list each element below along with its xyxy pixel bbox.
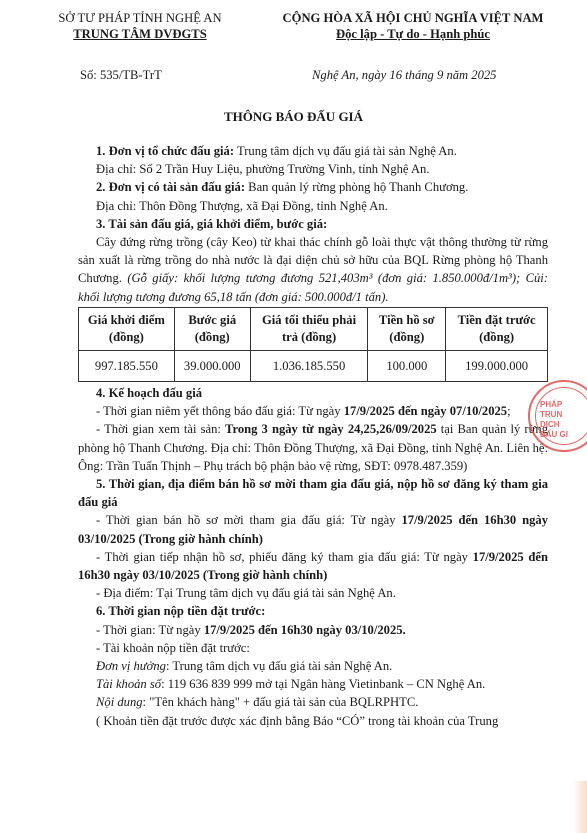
- section-5-location: - Địa điểm: Tại Trung tâm dịch vụ đấu giá tài sản Nghệ An.: [96, 586, 396, 601]
- section-4-heading: [78, 384, 548, 402]
- section-6-account-label: - Tài khoản nộp tiền đặt trước:: [96, 640, 250, 655]
- col-minimum-price: Giá tối thiểu phải trả (đồng): [250, 307, 368, 350]
- receive-time-label: - Thời gian tiếp nhận hồ sơ, phiếu đăng ký tham gia đấu giá: Từ ngày: [96, 549, 473, 564]
- account-number-value: : 119 636 839 999 mở tại Ngân hàng Vietinbank – CN Nghệ An.: [161, 677, 486, 692]
- price-table: [78, 307, 548, 382]
- transfer-note-line: [78, 693, 548, 711]
- issuer-block: [20, 10, 260, 42]
- beneficiary-line: [78, 657, 548, 675]
- section-5-heading-text: 5. Thời gian, địa điểm bán hồ sơ mời tham gia đấu giá, nộp hồ sơ đăng ký tham gia đấu giá: [78, 477, 548, 510]
- posting-time-label: - Thời gian niêm yết thông báo đấu giá: Từ ngày: [96, 404, 344, 419]
- document-title: THÔNG BÁO ĐẤU GIÁ: [223, 109, 364, 124]
- col-dossier-fee: Tiền hồ sơ (đồng): [368, 307, 446, 350]
- cell-deposit: 199.000.000: [446, 350, 548, 381]
- table-row: [79, 350, 548, 381]
- section-3-heading-text: 3. Tài sản đấu giá, giá khởi điểm, bước giá:: [96, 216, 328, 231]
- section-1-text: Trung tâm dịch vụ đấu giá tài sản Nghệ An.: [234, 144, 457, 158]
- page-edge-shadow: [573, 781, 587, 833]
- sale-time-range: 17/9/2025 đến 16h30 ngày 03/10/2025 (Trong giờ hành chính): [78, 513, 548, 546]
- seal-text-1: PHÁP: [540, 400, 563, 409]
- section-6-heading-text: 6. Thời gian nộp tiền đặt trước:: [96, 604, 266, 619]
- cell-dossier-fee: 100.000: [368, 350, 446, 381]
- section-2-heading: 2. Đơn vị có tài sản đấu giá:: [96, 180, 246, 195]
- section-5-sale-time: [78, 511, 548, 547]
- seal-text-2: TRUN: [540, 410, 563, 419]
- deposit-confirmation-note: ( Khoản tiền đặt trước được xác định bằng Báo “CÓ” trong tài khoản của Trung: [96, 713, 499, 728]
- posting-time-end: ;: [507, 404, 511, 419]
- posting-time-range: 17/9/2025 đến ngày 07/10/2025: [343, 404, 508, 419]
- section-2-address: Địa chỉ: Thôn Đồng Thượng, xã Đại Đồng, tỉnh Nghệ An.: [96, 198, 388, 213]
- section-1-address: Địa chỉ: Số 2 Trần Huy Liệu, phường Trường Vinh, tỉnh Nghệ An.: [96, 162, 430, 177]
- section-3-description: [78, 233, 548, 306]
- document-number: Số: 535/TB-TrT: [80, 68, 162, 82]
- asset-description: Cây đứng rừng trồng (cây Keo) từ khai thác chính gỗ loài thực vật thông thường từ rừng sản xuất là rừng trồng do nhà nước là đại diện chủ sở hữu của BQL Rừng phòng hộ Thanh Chương.: [78, 235, 548, 286]
- seal-ring: [535, 387, 587, 445]
- seal-text-4: ĐẤU GI: [540, 430, 568, 439]
- section-1-heading: 1. Đơn vị tổ chức đấu giá:: [96, 144, 235, 158]
- beneficiary-value: : Trung tâm dịch vụ đấu giá tài sản Nghệ An.: [165, 659, 393, 674]
- cell-price-step: 39.000.000: [174, 350, 250, 381]
- section-2: [78, 178, 548, 196]
- section-5-receive-time: [78, 548, 548, 584]
- section-4-viewing-time: [78, 420, 548, 475]
- sale-time-label: - Thời gian bán hồ sơ mời tham gia đấu giá: Từ ngày: [96, 513, 402, 528]
- section-1: [78, 142, 548, 160]
- national-header: [254, 10, 572, 42]
- deposit-time-label: - Thời gian: Từ ngày: [96, 622, 204, 637]
- section-2-text: Ban quản lý rừng phòng hộ Thanh Chương.: [245, 180, 469, 195]
- col-starting-price: Giá khởi điểm (đồng): [79, 307, 175, 350]
- viewing-time-label: - Thời gian xem tài sản:: [96, 422, 226, 437]
- seal-text-3: DỊCH: [540, 420, 560, 429]
- beneficiary-label: Đơn vị hưởng: [96, 659, 166, 674]
- issuer-unit: TRUNG TÂM DVĐGTS: [73, 27, 207, 41]
- national-title: CỘNG HÒA XÃ HỘI CHỦ NGHĨA VIỆT NAM: [282, 11, 544, 25]
- section-5-heading: [78, 475, 548, 511]
- col-deposit: Tiền đặt trước (đồng): [446, 307, 548, 350]
- account-number-line: [78, 675, 548, 693]
- deposit-time-range: 17/9/2025 đến 16h30 ngày 03/10/2025.: [203, 622, 406, 637]
- cell-minimum-price: 1.036.185.550: [250, 350, 368, 381]
- receive-time-range: 17/9/2025 đến 16h30 ngày 03/10/2025 (Trong giờ hành chính): [78, 549, 548, 583]
- document-body: [78, 142, 548, 730]
- document-date: Nghệ An, ngày 16 tháng 9 năm 2025: [312, 68, 497, 82]
- viewing-time-range: Trong 3 ngày từ ngày 24,25,26/09/2025: [225, 422, 437, 437]
- cell-starting-price: 997.185.550: [79, 350, 175, 381]
- section-3-heading: [78, 215, 548, 233]
- transfer-note-label: Nội dung: [96, 695, 143, 710]
- price-table-header-row: [79, 307, 548, 350]
- viewing-time-details: tại Ban quản lý rừng phòng hộ Thanh Chương. Địa chỉ: Thôn Đồng Thượng, xã Đại Đồng, tỉnh Nghệ An. Liên hệ: Ông: Trần Tuấn Thịnh – Phụ trách bộ phận bảo vệ rừng, SĐT: 0978.487.359): [78, 422, 548, 473]
- transfer-note-value: : "Tên khách hàng" + đấu giá tài sản của BQLRPHTC.: [142, 695, 419, 710]
- col-price-step: Bước giá (đồng): [174, 307, 250, 350]
- asset-volume-note: (Gỗ giấy: khối lượng tương đương 521,403m³ (đơn giá: 1.850.000đ/1m³); Củi: khối lượng tương đương 65,18 tấn (đơn giá: 500.000đ/1 tấn).: [78, 271, 548, 304]
- section-4-posting-time: [78, 402, 548, 420]
- national-motto: Độc lập - Tự do - Hạnh phúc: [336, 27, 490, 41]
- section-6-time: [78, 621, 548, 639]
- section-4-heading-text: 4. Kế hoạch đấu giá: [96, 386, 203, 401]
- issuer-department: SỞ TƯ PHÁP TỈNH NGHỆ AN: [58, 11, 222, 25]
- account-number-label: Tài khoản số: [96, 677, 162, 692]
- section-6-heading: [78, 602, 548, 620]
